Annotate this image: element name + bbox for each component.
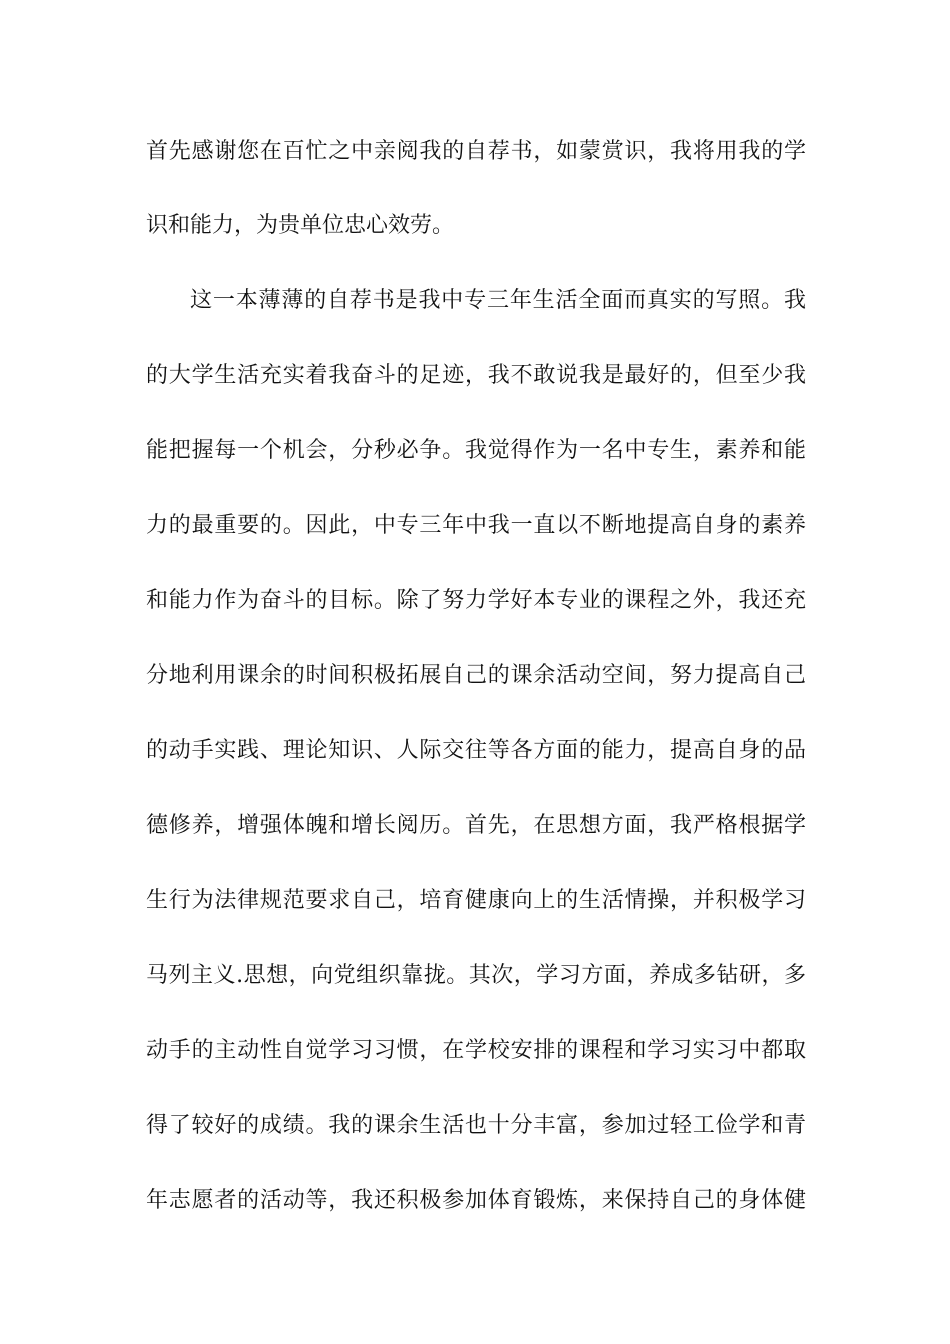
paragraph-line: 得了较好的成绩。我的课余生活也十分丰富，参加过轻工俭学和青 (146, 1113, 806, 1138)
paragraph-line: 和能力作为奋斗的目标。除了努力学好本专业的课程之外，我还充 (146, 588, 806, 613)
paragraph-line: 力的最重要的。因此，中专三年中我一直以不断地提高自身的素养 (146, 513, 806, 538)
paragraph-line: 首先感谢您在百忙之中亲阅我的自荐书，如蒙赏识，我将用我的学 (146, 139, 806, 164)
paragraph-line: 动手的主动性自觉学习习惯，在学校安排的课程和学习实习中都取 (146, 1038, 806, 1063)
paragraph-line: 德修养，增强体魄和增长阅历。首先，在思想方面，我严格根据学 (146, 813, 806, 838)
paragraph-line: 的大学生活充实着我奋斗的足迹，我不敢说我是最好的，但至少我 (146, 363, 806, 388)
paragraph-line: 分地利用课余的时间积极拓展自己的课余活动空间，努力提高自己 (146, 663, 806, 688)
paragraph-line: 年志愿者的活动等，我还积极参加体育锻炼，来保持自己的身体健 (146, 1188, 806, 1213)
paragraph-line: 马列主义.思想，向党组织靠拢。其次，学习方面，养成多钻研，多 (146, 963, 806, 988)
paragraph-line: 生行为法律规范要求自己，培育健康向上的生活情操，并积极学习 (146, 888, 806, 913)
paragraph-line: 能把握每一个机会，分秒必争。我觉得作为一名中专生，素养和能 (146, 438, 806, 463)
paragraph-line: 这一本薄薄的自荐书是我中专三年生活全面而真实的写照。我 (190, 288, 806, 313)
paragraph-line: 的动手实践、理论知识、人际交往等各方面的能力，提高自身的品 (146, 738, 806, 763)
paragraph-line: 识和能力，为贵单位忠心效劳。 (146, 213, 455, 238)
